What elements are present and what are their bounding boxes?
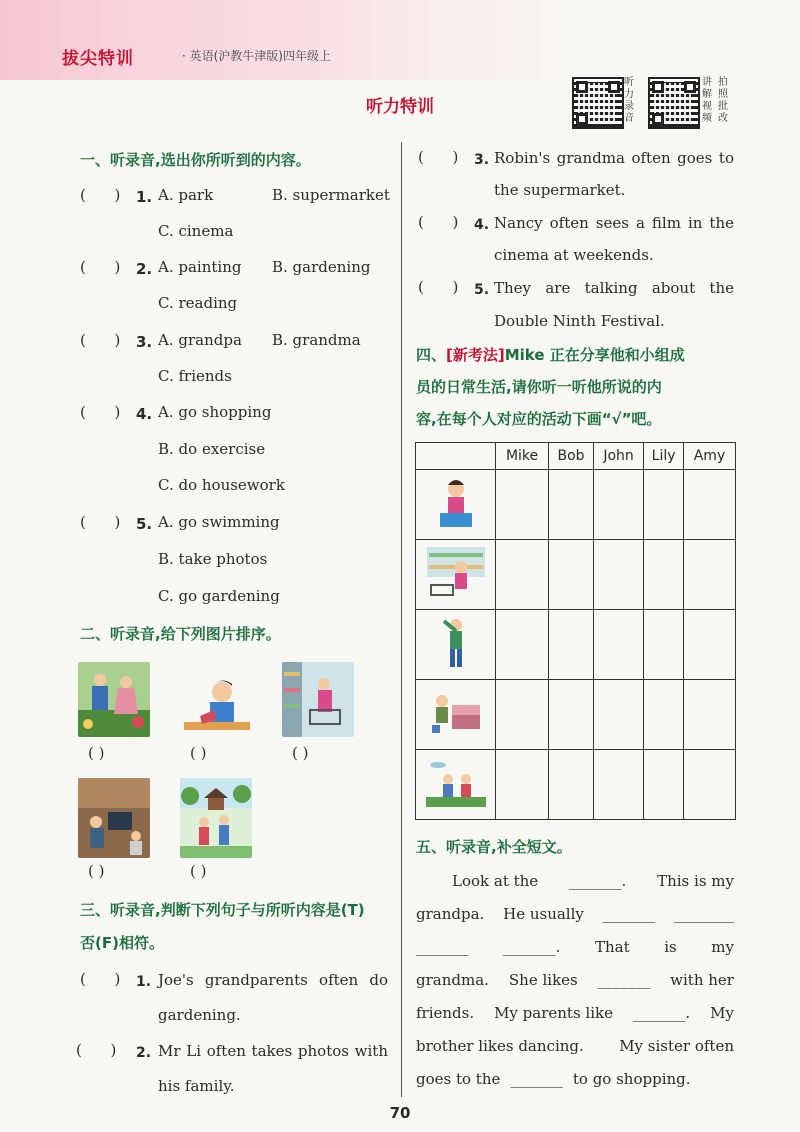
section4-title-line3: 容,在每个人对应的活动下画“√”吧。 — [416, 410, 662, 428]
picture-boy-reading — [180, 676, 252, 736]
corner-cell — [416, 443, 496, 470]
fill-blank[interactable]: _______ — [416, 938, 469, 956]
statement-text: Double Ninth Festival. — [494, 312, 665, 330]
qr-video-label: 讲解视频 — [702, 77, 712, 124]
fill-blank[interactable]: _______. — [503, 938, 561, 956]
item-number: 5. — [474, 282, 490, 298]
item-number: 4. — [474, 217, 490, 233]
answer-paren[interactable]: ( ) — [80, 513, 121, 531]
item-number: 2. — [136, 260, 153, 278]
item-number: 5. — [136, 515, 153, 533]
answer-paren[interactable]: ( ) — [292, 744, 309, 762]
column-header: Mike — [496, 443, 549, 470]
fill-blank[interactable]: _______ — [597, 971, 651, 989]
section1-title: 一、听录音,选出你所听到的内容。 — [80, 151, 311, 169]
passage-text: This is my — [657, 872, 734, 890]
statement-text: They are talking about the — [494, 279, 734, 297]
option-a: A. grandpa — [158, 331, 242, 349]
section4-title-text: Mike 正在分享他和小组成 — [504, 346, 685, 364]
column-divider — [401, 142, 402, 1097]
check-cell[interactable] — [593, 680, 643, 750]
item-number: 3. — [474, 152, 490, 168]
answer-paren[interactable]: ( ) — [80, 258, 121, 276]
option-b: B. supermarket — [272, 186, 390, 204]
passage-text: grandma. — [416, 971, 489, 989]
check-cell[interactable] — [593, 750, 643, 820]
option-a: A. painting — [158, 258, 242, 276]
check-cell[interactable] — [683, 680, 735, 750]
option-b: B. gardening — [272, 258, 371, 276]
row-picture-gardening — [416, 750, 496, 820]
option-b: B. do exercise — [158, 440, 266, 458]
answer-paren[interactable]: ( ) — [88, 744, 105, 762]
statement-text: Robin's grandma often goes to — [494, 149, 734, 167]
item-number: 1. — [136, 188, 153, 206]
qr-code-audio[interactable] — [572, 77, 624, 129]
passage-text: goes to the — [416, 1070, 501, 1088]
check-cell[interactable] — [683, 540, 735, 610]
check-cell[interactable] — [549, 540, 594, 610]
passage-line — [416, 937, 734, 957]
page-number: 70 — [389, 1104, 411, 1122]
option-c: C. go gardening — [158, 587, 280, 605]
statement-text: the supermarket. — [494, 181, 626, 199]
item-number: 2. — [136, 1045, 152, 1061]
table-row — [416, 680, 736, 750]
activity-table — [415, 442, 736, 820]
answer-paren[interactable]: ( ) — [418, 148, 459, 166]
statement-text: his family. — [158, 1077, 235, 1095]
check-cell[interactable] — [593, 610, 643, 680]
check-cell[interactable] — [683, 750, 735, 820]
brand-logo: 拔尖特训 — [62, 49, 134, 69]
check-cell[interactable] — [549, 470, 594, 540]
statement-text: gardening. — [158, 1006, 241, 1024]
row-picture-shopping — [416, 540, 496, 610]
passage-line — [416, 1003, 734, 1023]
fill-blank[interactable]: _______ — [602, 905, 656, 923]
passage-text: Look at the — [452, 872, 539, 890]
passage-text: my — [711, 938, 734, 956]
option-c: C. do housework — [158, 476, 285, 494]
check-cell[interactable] — [496, 540, 549, 610]
answer-paren[interactable]: ( ) — [80, 186, 121, 204]
column-header: Bob — [549, 443, 594, 470]
passage-text: She likes — [508, 971, 578, 989]
passage-line — [416, 1069, 734, 1089]
book-series: · 英语(沪教牛津版)四年级上 — [182, 49, 331, 63]
passage-text: brother likes dancing. — [416, 1037, 584, 1055]
check-cell[interactable] — [644, 680, 684, 750]
passage-text: to go shopping. — [572, 1070, 691, 1088]
picture-park-family — [180, 778, 252, 858]
check-cell[interactable] — [549, 680, 594, 750]
answer-paren[interactable]: ( ) — [190, 862, 207, 880]
table-row — [416, 750, 736, 820]
new-format-tag: [新考法] — [446, 346, 505, 364]
check-cell[interactable] — [549, 610, 594, 680]
fill-blank[interactable]: ________ — [674, 905, 734, 923]
picture-gardening-couple — [78, 662, 150, 737]
picture-office-computer — [78, 778, 150, 858]
qr-code-video[interactable] — [648, 77, 700, 129]
passage-text: is — [664, 938, 677, 956]
passage-line — [416, 904, 734, 924]
statement-text: Joe's grandparents often do — [158, 971, 388, 989]
option-c: C. friends — [158, 367, 232, 385]
check-cell[interactable] — [644, 540, 684, 610]
answer-paren[interactable]: ( ) — [418, 278, 459, 296]
section2-title: 二、听录音,给下列图片排序。 — [80, 625, 281, 643]
option-a: A. go swimming — [158, 513, 280, 531]
check-cell[interactable] — [496, 470, 549, 540]
check-cell[interactable] — [496, 680, 549, 750]
passage-text: with her — [670, 971, 734, 989]
qr-audio-label: 听力录音 — [624, 77, 634, 124]
column-header: John — [593, 443, 643, 470]
answer-paren[interactable]: ( ) — [80, 970, 121, 988]
fill-blank[interactable]: _______. — [632, 1004, 691, 1022]
column-header: Amy — [683, 443, 735, 470]
passage-text: friends. — [416, 1004, 475, 1022]
check-cell[interactable] — [496, 750, 549, 820]
picture-supermarket — [282, 662, 354, 737]
qr-correct-label: 拍照批改 — [718, 77, 728, 124]
passage-text: My sister often — [619, 1037, 734, 1055]
passage-line — [416, 970, 734, 990]
check-cell[interactable] — [644, 470, 684, 540]
page-title: 听力特训 — [366, 97, 434, 117]
statement-text: Mr Li often takes photos with — [158, 1042, 388, 1060]
check-cell[interactable] — [496, 610, 549, 680]
table-row — [416, 470, 736, 540]
passage-text: He usually — [503, 905, 584, 923]
row-picture-housework — [416, 680, 496, 750]
answer-paren[interactable]: ( ) — [190, 744, 207, 762]
option-c: C. cinema — [158, 222, 234, 240]
check-cell[interactable] — [593, 470, 643, 540]
row-picture-exercise — [416, 610, 496, 680]
section5-title: 五、听录音,补全短文。 — [416, 838, 572, 856]
section-number: 四、 — [416, 346, 447, 364]
table-row — [416, 610, 736, 680]
answer-paren[interactable]: ( ) — [76, 1041, 117, 1059]
row-picture-reading — [416, 470, 496, 540]
column-header: Lily — [644, 443, 684, 470]
table-row — [416, 540, 736, 610]
item-number: 4. — [136, 405, 153, 423]
option-b: B. grandma — [272, 331, 361, 349]
fill-blank[interactable]: _______ — [510, 1070, 563, 1088]
option-c: C. reading — [158, 294, 238, 312]
passage-text: My — [710, 1004, 734, 1022]
passage-text: That — [594, 938, 630, 956]
section3-title-cont: 否(F)相符。 — [80, 934, 164, 952]
check-cell[interactable] — [549, 750, 594, 820]
passage-line — [416, 1036, 734, 1056]
answer-paren[interactable]: ( ) — [88, 862, 105, 880]
check-cell[interactable] — [683, 610, 735, 680]
statement-text: cinema at weekends. — [494, 246, 654, 264]
option-a: A. park — [158, 186, 214, 204]
item-number: 3. — [136, 333, 153, 351]
answer-paren[interactable]: ( ) — [80, 331, 121, 349]
section4-title — [416, 340, 685, 370]
fill-blank[interactable]: _______. — [569, 872, 627, 890]
passage-text: My parents like — [494, 1004, 613, 1022]
option-b: B. take photos — [158, 550, 268, 568]
statement-text: Nancy often sees a film in the — [494, 214, 734, 232]
item-number: 1. — [136, 974, 152, 990]
check-cell[interactable] — [644, 750, 684, 820]
passage-line — [416, 871, 734, 891]
section4-title-line2: 员的日常生活,请你听一听他所说的内 — [416, 378, 662, 396]
passage-text: grandpa. — [416, 905, 485, 923]
answer-paren[interactable]: ( ) — [418, 213, 459, 231]
check-cell[interactable] — [644, 610, 684, 680]
check-cell[interactable] — [593, 540, 643, 610]
section3-title: 三、听录音,判断下列句子与所听内容是(T) — [80, 901, 365, 919]
option-a: A. go shopping — [158, 403, 272, 421]
check-cell[interactable] — [683, 470, 735, 540]
answer-paren[interactable]: ( ) — [80, 403, 121, 421]
